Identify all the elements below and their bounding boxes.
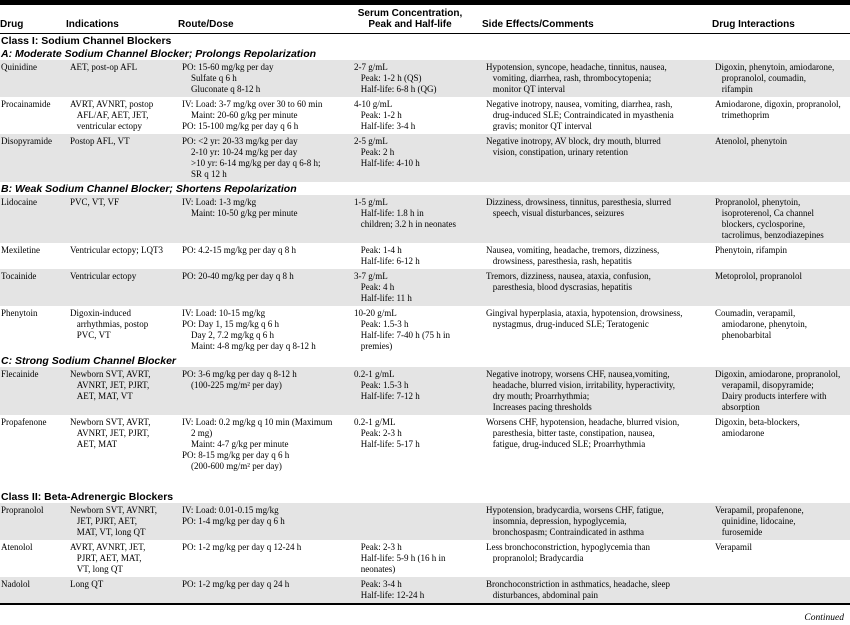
cell-serum: 0.2-1 g/ML Peak: 2-3 h Half-life: 5-17 h [354, 417, 420, 449]
cell-route: IV: Load: 10-15 mg/kg PO: Day 1, 15 mg/kg q 6 h Day 2, 7.2 mg/kg q 6 h Maint: 4-8 mg/kg per day q 8-12 h [182, 308, 316, 351]
continued-label: Continued [804, 613, 844, 623]
drug-row [0, 269, 850, 306]
cell-interactions: Propranolol, phenytoin, isoproterenol, Ca channel blockers, cyclosporine, tacrolimus, benzodiazepines [712, 195, 850, 243]
cell-serum: 2-5 g/mL Peak: 2 h Half-life: 4-10 h [340, 134, 482, 182]
cell-interactions: Phenytoin, rifampin [715, 245, 787, 255]
cell-route: PO: 1-2 mg/kg per day q 24 h [178, 577, 340, 604]
cell-indications: Postop AFL, VT [66, 134, 178, 182]
cell-serum: 2-7 g/mL Peak: 1-2 h (QS) Half-life: 6-8 h (QG) [340, 60, 482, 97]
cell-side_effects: Negative inotropy, worsens CHF, nausea,vomiting, headache, blurred vision, irritability, hyperactivity, dry mouth; Proarrhythmia; Increases pacing thresholds [482, 367, 712, 415]
cell-drug: Phenytoin [1, 308, 38, 318]
cell-indications: AVRT, AVNRT, postop AFL/AF, AET, JET, ventricular ectopy [70, 99, 154, 131]
cell-serum: 0.2-1 g/mL Peak: 1.5-3 h Half-life: 7-12 h [340, 367, 482, 415]
cell-interactions [712, 577, 850, 604]
cell-interactions: Verapamil [715, 542, 752, 552]
drug-row [0, 60, 850, 97]
cell-serum [340, 503, 482, 540]
cell-indications: Newborn SVT, AVRT, AVNRT, JET, PJRT, AET, MAT [70, 417, 151, 449]
class-header-row [0, 490, 850, 503]
cell-side_effects: Bronchoconstriction in asthmatics, headache, sleep disturbances, abdominal pain [482, 577, 712, 604]
cell-serum: Peak: 3-4 h Half-life: 12-24 h [340, 577, 482, 604]
cell-interactions: Digoxin, beta-blockers, amiodarone [715, 417, 800, 438]
cell-indications: Newborn SVT, AVNRT, JET, PJRT, AET, MAT, VT, long QT [66, 503, 178, 540]
cell-side_effects: Negative inotropy, AV block, dry mouth, blurred vision, constipation, urinary retention [482, 134, 712, 182]
cell-interactions: Verapamil, propafenone, quinidine, lidocaine, furosemide [712, 503, 850, 540]
cell-route: IV: Load: 0.2 mg/kg q 10 min (Maximum 2 mg) Maint: 4-7 g/kg per minute PO: 8-15 mg/kg per day q 6 h (200-600 mg/m² per day) [182, 417, 333, 471]
cell-indications: PVC, VT, VF [66, 195, 178, 243]
subclass-header-row [0, 182, 850, 195]
drug-row [0, 306, 850, 354]
subclass-header-row [0, 354, 850, 367]
cell-side_effects: Nausea, vomiting, headache, tremors, dizziness, drowsiness, paresthesia, rash, hepatitis [486, 245, 660, 266]
table-body [0, 34, 850, 605]
drug-row [0, 367, 850, 415]
cell-side_effects: Hypotension, bradycardia, worsens CHF, fatigue, insomnia, depression, hypoglycemia, bronchospasm; Contraindicated in asthma [482, 503, 712, 540]
subclass-header-label: B: Weak Sodium Channel Blocker; Shortens Repolarization [1, 183, 297, 195]
drug-row [0, 540, 850, 577]
cell-drug: Tocainide [0, 269, 66, 306]
drug-row [0, 577, 850, 604]
cell-drug: Mexiletine [1, 245, 40, 255]
cell-interactions: Atenolol, phenytoin [712, 134, 850, 182]
class-header-row [0, 34, 850, 48]
cell-drug: Propranolol [0, 503, 66, 540]
cell-interactions: Digoxin, phenytoin, amiodarone, propranolol, coumadin, rifampin [712, 60, 850, 97]
cell-indications: Ventricular ectopy [66, 269, 178, 306]
drug-row [0, 195, 850, 243]
cell-indications: AET, post-op AFL [66, 60, 178, 97]
cell-drug: Quinidine [0, 60, 66, 97]
cell-drug: Atenolol [1, 542, 33, 552]
cell-side_effects: Tremors, dizziness, nausea, ataxia, confusion, paresthesia, blood dyscrasias, hepatitis [482, 269, 712, 306]
cell-drug: Nadolol [0, 577, 66, 604]
cell-serum: 1-5 g/mL Half-life: 1.8 h in children; 3.2 h in neonates [340, 195, 482, 243]
cell-serum: 10-20 g/mL Peak: 1.5-3 h Half-life: 7-40 h (75 h in premies) [354, 308, 450, 351]
subclass-header-label: C: Strong Sodium Channel Blocker [1, 355, 177, 367]
cell-interactions: Metoprolol, propranolol [712, 269, 850, 306]
cell-interactions: Coumadin, verapamil, amiodarone, phenytoin, phenobarbital [715, 308, 807, 340]
column-header-serum-concentration: Serum Concentration, Peak and Half-life [340, 3, 482, 34]
column-header-drug-interactions: Drug Interactions [712, 3, 850, 34]
drug-row [0, 415, 850, 474]
cell-indications: Long QT [66, 577, 178, 604]
cell-route: PO: 4.2-15 mg/kg per day q 8 h [182, 245, 296, 255]
cell-serum: Peak: 1-4 h Half-life: 6-12 h [360, 245, 420, 266]
cell-indications: AVRT, AVNRT, JET, PJRT, AET, MAT, VT, long QT [70, 542, 146, 574]
cell-drug: Flecainide [0, 367, 66, 415]
table-footer [0, 605, 850, 625]
cell-side_effects: Hypotension, syncope, headache, tinnitus, nausea, vomiting, diarrhea, rash, thrombocytopenia; monitor QT interval [482, 60, 712, 97]
column-header-route-dose: Route/Dose [178, 3, 340, 34]
cell-route: PO: 3-6 mg/kg per day q 8-12 h (100-225 mg/m² per day) [178, 367, 340, 415]
cell-side_effects: Dizziness, drowsiness, tinnitus, paresthesia, slurred speech, visual disturbances, seizures [482, 195, 712, 243]
cell-indications: Digoxin-induced arrhythmias, postop PVC, VT [70, 308, 149, 340]
cell-side_effects: Negative inotropy, nausea, vomiting, diarrhea, rash, drug-induced SLE; Contraindicated in myasthenia gravis; monitor QT interval [486, 99, 674, 131]
cell-route: PO: 1-2 mg/kg per day q 12-24 h [182, 542, 302, 552]
subclass-header-label: A: Moderate Sodium Channel Blocker; Prolongs Repolarization [1, 48, 317, 60]
class-header-label: Class II: Beta-Adrenergic Blockers [1, 491, 174, 503]
class-header-label: Class I: Sodium Channel Blockers [1, 35, 172, 47]
drug-row [0, 134, 850, 182]
subclass-header-row [0, 47, 850, 60]
drug-row [0, 503, 850, 540]
cell-side_effects: Worsens CHF, hypotension, headache, blurred vision, paresthesia, bitter taste, constipation, nausea, fatigue, drug-induced SLE; Proarrhythmia [486, 417, 680, 449]
column-header-side-effects: Side Effects/Comments [482, 3, 712, 34]
cell-side_effects: Less bronchoconstriction, hypoglycemia than propranolol; Bradycardia [486, 542, 650, 563]
spacer-cell [0, 474, 850, 490]
spacer-row [0, 474, 850, 490]
cell-route: PO: <2 yr: 20-33 mg/kg per day 2-10 yr: 10-24 mg/kg per day >10 yr: 6-14 mg/kg per day q 6-8 h; SR q 12 h [178, 134, 340, 182]
cell-drug: Lidocaine [0, 195, 66, 243]
cell-interactions: Digoxin, amiodarone, propranolol, verapamil, disopyramide; Dairy products interfere with absorption [712, 367, 850, 415]
cell-route: IV: Load: 0.01-0.15 mg/kg PO: 1-4 mg/kg per day q 6 h [178, 503, 340, 540]
cell-drug: Procainamide [1, 99, 51, 109]
cell-drug: Propafenone [1, 417, 47, 427]
table-header-row [0, 3, 850, 34]
cell-indications: Newborn SVT, AVRT, AVNRT, JET, PJRT, AET, MAT, VT [66, 367, 178, 415]
cell-route: IV: Load: 3-7 mg/kg over 30 to 60 min Maint: 20-60 g/kg per minute PO: 15-100 mg/kg per day q 6 h [182, 99, 323, 131]
cell-indications: Ventricular ectopy; LQT3 [70, 245, 163, 255]
cell-serum: Peak: 2-3 h Half-life: 5-9 h (16 h in neonates) [360, 542, 446, 574]
drug-row [0, 97, 850, 134]
cell-serum: 3-7 g/mL Peak: 4 h Half-life: 11 h [340, 269, 482, 306]
cell-route: PO: 15-60 mg/kg per day Sulfate q 6 h Gluconate q 8-12 h [178, 60, 340, 97]
cell-serum: 4-10 g/mL Peak: 1-2 h Half-life: 3-4 h [354, 99, 416, 131]
drug-row [0, 243, 850, 269]
cell-route: PO: 20-40 mg/kg per day q 8 h [178, 269, 340, 306]
cell-route: IV: Load: 1-3 mg/kg Maint: 10-50 g/kg per minute [178, 195, 340, 243]
cell-interactions: Amiodarone, digoxin, propranolol, trimethoprim [715, 99, 841, 120]
column-header-drug: Drug [0, 3, 66, 34]
cell-drug: Disopyramide [0, 134, 66, 182]
cell-side_effects: Gingival hyperplasia, ataxia, hypotension, drowsiness, nystagmus, drug-induced SLE; Teratogenic [486, 308, 683, 329]
column-header-indications: Indications [66, 3, 178, 34]
